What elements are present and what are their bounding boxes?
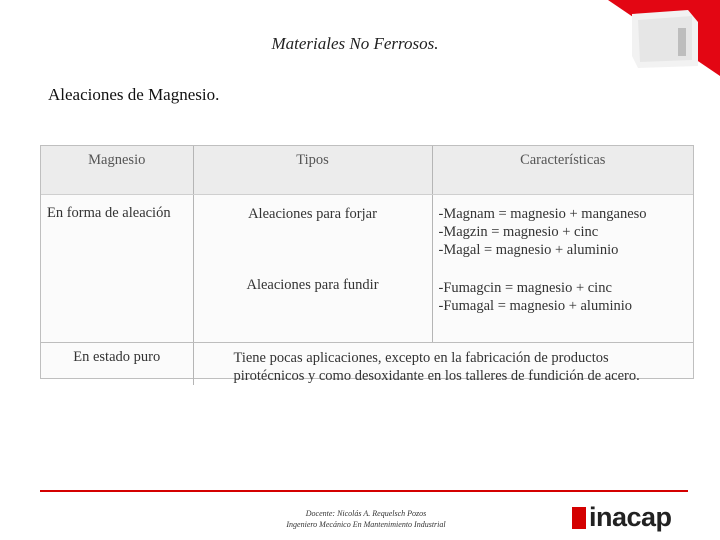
cell-magnesio-puro: En estado puro	[73, 349, 161, 365]
table-row	[41, 343, 693, 386]
cell-magnesio-aleacion: En forma de aleación	[41, 195, 193, 343]
footer-credits	[266, 508, 466, 530]
header-caracteristicas: Características	[432, 146, 693, 195]
descripcion-linea-2: pirotécnicos y como desoxidante en los talleres de fundición de acero.	[233, 368, 640, 384]
brand-text: inacap	[589, 502, 672, 532]
brand-mark-icon	[572, 507, 586, 529]
tipo-fundir: Aleaciones para fundir	[246, 277, 379, 293]
tipo-forjar: Aleaciones para forjar	[248, 206, 377, 222]
header-tipos: Tipos	[193, 146, 432, 195]
cell-caracteristicas	[432, 195, 693, 343]
carac-magnam: -Magnam = magnesio + manganeso	[438, 206, 647, 222]
slide-title: Materiales No Ferrosos.	[271, 34, 439, 53]
table-header-row	[41, 146, 693, 195]
magnesium-alloys-table	[40, 145, 694, 384]
carac-fumagal: -Fumagal = magnesio + aluminio	[438, 298, 633, 314]
carac-fumagcin: -Fumagcin = magnesio + cinc	[438, 280, 612, 296]
inacap-logo	[572, 502, 672, 533]
carac-magal: -Magal = magnesio + aluminio	[438, 242, 619, 258]
cell-tipos	[193, 195, 432, 343]
slide-subtitle: Aleaciones de Magnesio.	[48, 85, 220, 104]
carac-magzin: -Magzin = magnesio + cinc	[438, 224, 599, 240]
table-row	[41, 195, 693, 343]
header-magnesio: Magnesio	[41, 146, 193, 195]
cell-descripcion-puro	[193, 343, 693, 386]
descripcion-linea-1: Tiene pocas aplicaciones, excepto en la fabricación de productos	[233, 350, 609, 366]
footer-line-2: Ingeniero Mecánico En Mantenimiento Industrial	[286, 520, 446, 529]
footer-divider	[40, 490, 688, 492]
footer-line-1: Docente: Nicolás A. Requelsch Pozos	[305, 509, 427, 518]
